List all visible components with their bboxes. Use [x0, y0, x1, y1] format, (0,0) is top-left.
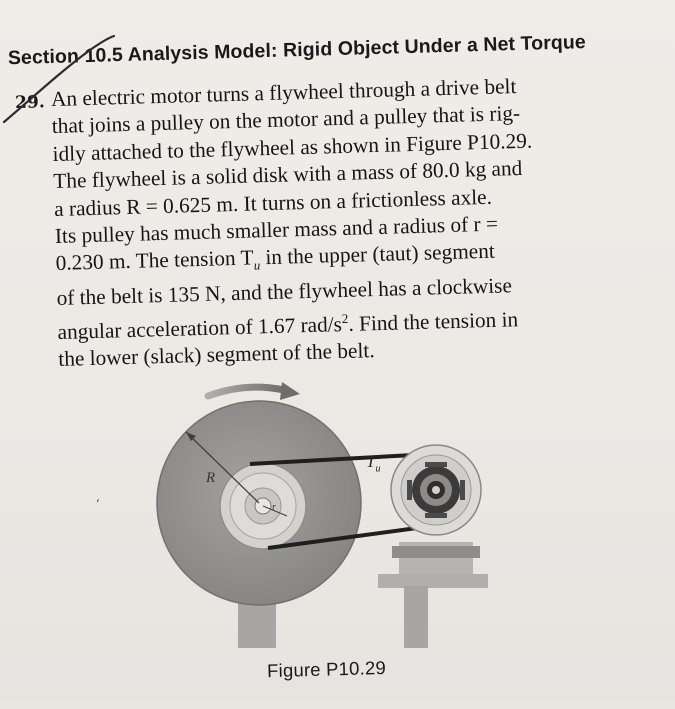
tension-label — [366, 452, 380, 474]
stray-mark: ʻ — [96, 497, 100, 511]
motor-stand — [404, 586, 428, 648]
tension-subscript: u — [253, 257, 261, 274]
motor-vent — [425, 513, 447, 518]
problem-statement — [51, 69, 665, 373]
motor-platform — [378, 574, 488, 588]
problem-line-part: angular acceleration of 1.67 rad/s — [57, 311, 343, 344]
problem-line: a radius R = 0.625 m. It turns on a frictionless axle. — [53, 184, 493, 221]
figure-caption: Figure P10.29 — [266, 656, 387, 682]
problem-line: of the belt is 135 N, and the flywheel has a clockwise — [56, 273, 513, 311]
problem-line: idly attached to the flywheel as shown in Figure P10.29. — [52, 128, 533, 166]
radius-r-label: r — [272, 502, 276, 513]
rotation-direction-arrow — [208, 382, 300, 400]
motor-vent — [460, 480, 465, 500]
problem-line: that joins a pulley on the motor and a pulley that is rig- — [51, 101, 521, 139]
section-heading: Section 10.5 Analysis Model: Rigid Object Under a Net Torque — [7, 31, 587, 70]
motor-vent — [407, 480, 412, 500]
radius-R-label: R — [206, 470, 216, 486]
figure-p10-29 — [0, 370, 675, 700]
motor-vent — [425, 462, 447, 467]
exponent: 2 — [341, 310, 349, 326]
problem-line-part: in the upper (taut) segment — [259, 239, 496, 270]
motor — [378, 445, 488, 648]
problem-line: An electric motor turns a flywheel through a drive belt — [50, 74, 517, 112]
tension-label-subscript: u — [375, 463, 381, 475]
problem-line: The flywheel is a solid disk with a mass of 80.0 kg and — [53, 156, 523, 194]
problem-line: the lower (slack) segment of the belt. — [57, 338, 375, 371]
problem-line: Its pulley has much smaller mass and a radius of r = — [54, 211, 499, 249]
problem-line-part: . Find the tension in — [348, 306, 519, 336]
flywheel-motor-diagram — [0, 370, 675, 700]
motor-shaft-center — [432, 486, 440, 494]
problem-line-part: 0.230 m. The tension T — [55, 245, 254, 276]
tension-letter: T — [366, 452, 376, 471]
problem-number: 29. — [14, 92, 46, 114]
motor-mount — [392, 546, 480, 558]
